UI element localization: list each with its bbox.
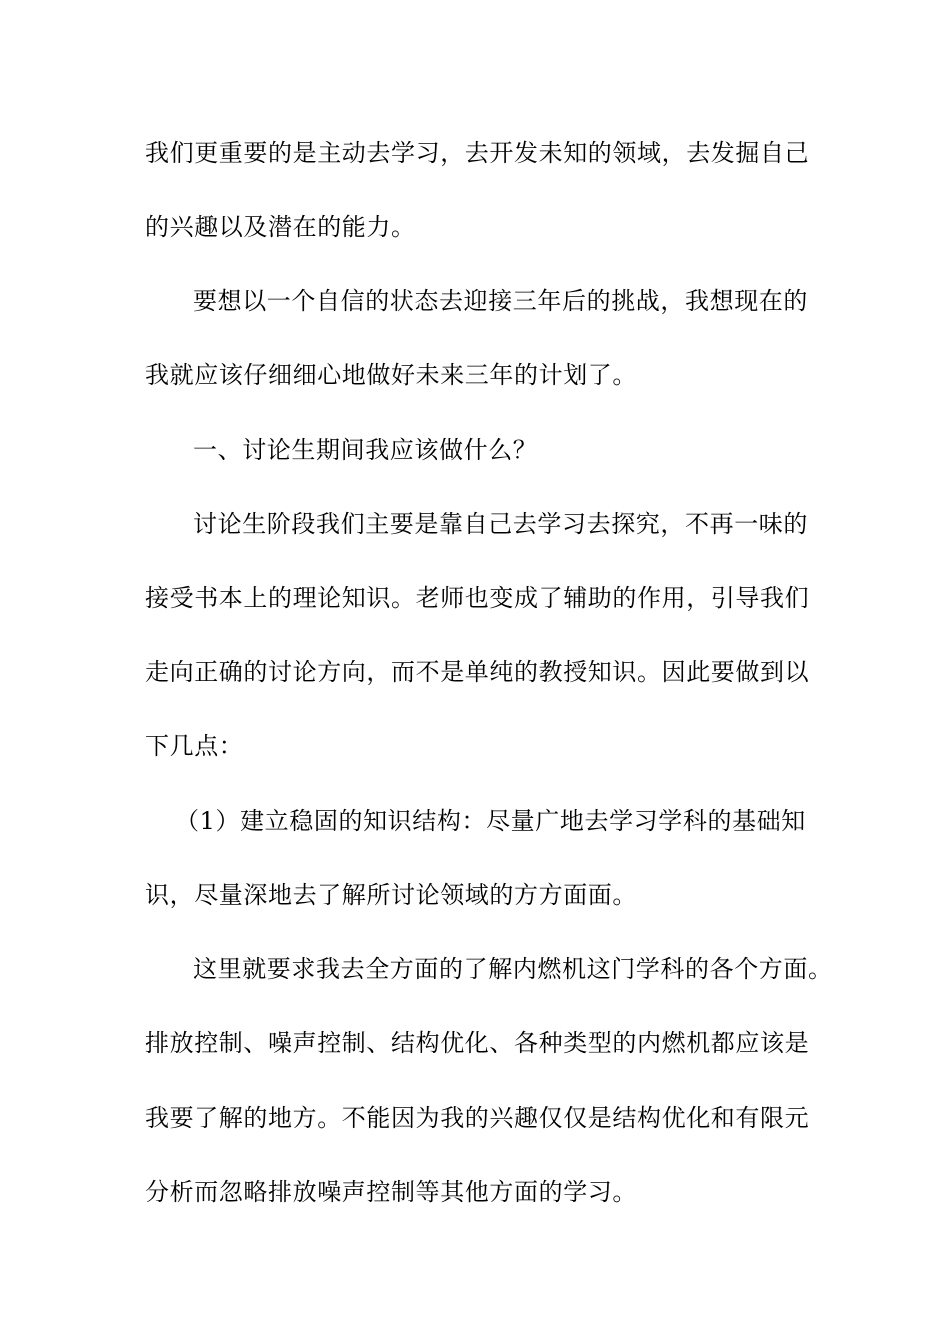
text-line-9: 下几点：	[145, 732, 244, 760]
text-line-11: 识，尽量深地去了解所讨论领域的方方面面。	[145, 881, 637, 909]
text-line-8: 走向正确的讨论方向，而不是单纯的教授知识。因此要做到以	[145, 658, 810, 686]
text-line-15: 分析而忽略排放噪声控制等其他方面的学习。	[145, 1178, 637, 1206]
text-line-13: 排放控制、噪声控制、结构优化、各种类型的内燃机都应该是	[145, 1029, 810, 1057]
text-line-12: 这里就要求我去全方面的了解内燃机这门学科的各个方面。	[193, 955, 833, 983]
text-line-1: 我们更重要的是主动去学习，去开发未知的领域，去发掘自己	[145, 139, 810, 167]
section-heading: 一、讨论生期间我应该做什么？	[193, 436, 538, 464]
text-line-7: 接受书本上的理论知识。老师也变成了辅助的作用，引导我们	[145, 584, 810, 612]
text-line-3: 要想以一个自信的状态去迎接三年后的挑战，我想现在的	[193, 287, 808, 315]
text-line-2: 的兴趣以及潜在的能力。	[145, 213, 416, 241]
text-line-14: 我要了解的地方。不能因为我的兴趣仅仅是结构优化和有限元	[145, 1104, 810, 1132]
list-item-1: （1）建立稳固的知识结构：尽量广地去学习学科的基础知	[175, 807, 806, 835]
text-line-6: 讨论生阶段我们主要是靠自己去学习去探究，不再一味的	[193, 510, 808, 538]
text-line-4: 我就应该仔细细心地做好未来三年的计划了。	[145, 361, 637, 389]
